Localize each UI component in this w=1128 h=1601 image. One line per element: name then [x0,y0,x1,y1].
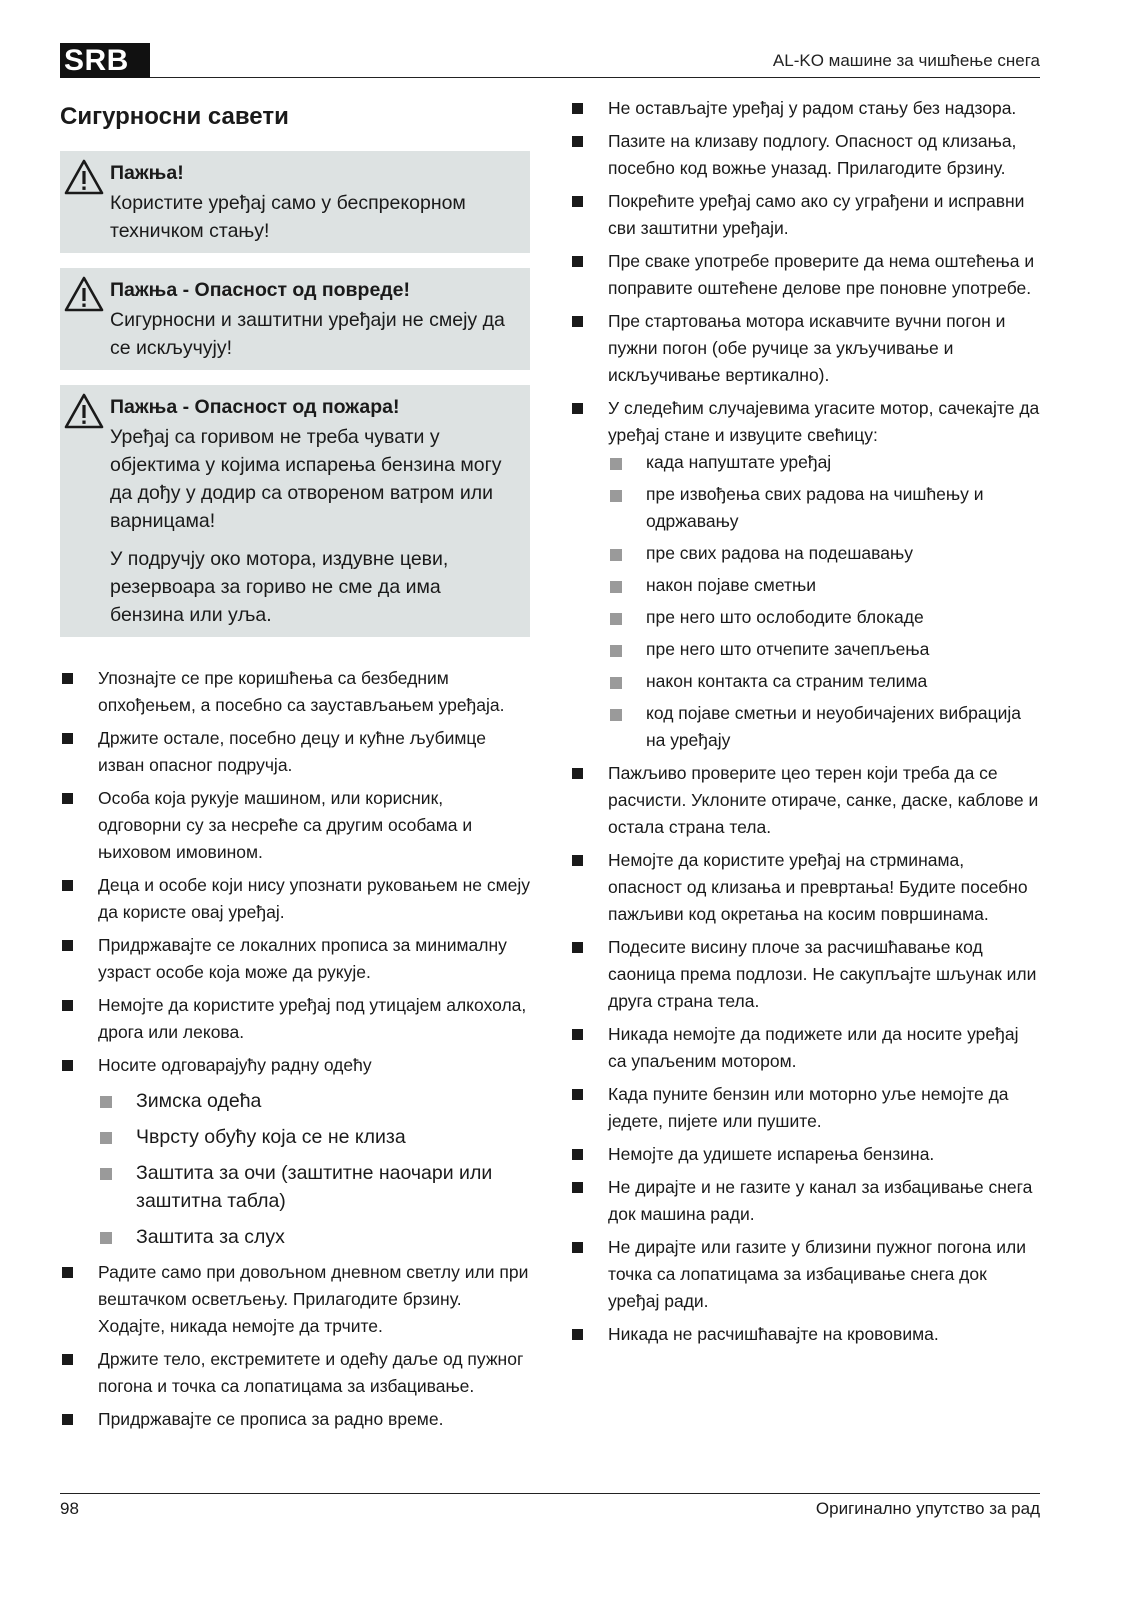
list-item [570,1081,1040,1135]
page-footer [60,1493,1040,1523]
list-item-text: Држите остале, посебно децу и кућне љубимце изван опасног подручја. [98,728,486,775]
square-bullet-icon [572,103,583,114]
list-item [570,934,1040,1015]
sub-list-item-text: пре извођења свих радова на чишћењу и одржавању [646,484,984,531]
grey-square-bullet-icon [100,1168,112,1180]
grey-square-bullet-icon [610,490,622,502]
warning-box [60,268,530,370]
list-item [60,785,530,866]
sub-list-item [608,636,1040,663]
list-item-text: Придржавајте се прописа за радно време. [98,1409,444,1429]
square-bullet-icon [62,1060,73,1071]
list-item [570,248,1040,302]
list-item [570,1021,1040,1075]
list-item [570,760,1040,841]
sub-list-item [98,1123,530,1151]
sub-list-item [608,700,1040,754]
list-item [60,992,530,1046]
list-item [60,1406,530,1433]
grey-square-bullet-icon [610,645,622,657]
sub-list-item [608,604,1040,631]
list-item [60,1346,530,1400]
square-bullet-icon [62,880,73,891]
sub-list-item-text: Заштита за очи (заштитне наочари или заштитна табла) [136,1162,493,1212]
list-item [60,725,530,779]
list-item [60,665,530,719]
sub-list-item-text: пре него што отчепите зачепљења [646,639,930,659]
sub-list-item-text: пре него што ослободите блокаде [646,607,924,627]
sub-list-item-text: Чврсту обућу која се не клиза [136,1126,406,1148]
warning-box [60,385,530,637]
list-item-text: Особа која рукује машином, или корисник, одговорни су за несреће са другим особама и њиховом имовином. [98,788,473,862]
square-bullet-icon [62,673,73,684]
warning-text: У подручју око мотора, издувне цеви, резервоара за гориво не сме да има бензина или уља. [110,548,449,626]
list-item [60,1052,530,1251]
right-column [570,95,1040,1354]
square-bullet-icon [572,1149,583,1160]
grey-square-bullet-icon [100,1232,112,1244]
sub-list [98,1087,530,1251]
list-item-text: Држите тело, екстремитете и одећу даље од пужног погона и точка са лопатицама за избацивање. [98,1349,524,1396]
page-number: 98 [60,1499,79,1518]
square-bullet-icon [572,768,583,779]
square-bullet-icon [572,196,583,207]
sub-list-item-text: након појаве сметњи [646,575,816,595]
warning-triangle-icon [64,393,104,429]
section-title: Сигурносни савети [60,103,289,130]
grey-square-bullet-icon [610,458,622,470]
list-item-text: Деца и особе који нису упознати руковањем не смеју да користе овај уређај. [98,875,530,922]
sub-list-item-text: пре свих радова на подешавању [646,543,913,563]
list-item-text: Носите одговарајућу радну одећу [98,1055,372,1075]
list-item [60,932,530,986]
square-bullet-icon [572,942,583,953]
warning-title: Пажња - Опасност од повреде! [110,279,411,301]
list-item [570,395,1040,754]
grey-square-bullet-icon [100,1096,112,1108]
header-divider [150,77,1040,78]
list-item-text: Покрећите уређај само ако су уграђени и исправни сви заштитни уређаји. [608,191,1025,238]
list-item-text: Пазите на клизаву подлогу. Опасност од клизања, посебно код вожње уназад. Прилагодите брзину. [608,131,1017,178]
header-title: AL-KO машине за чишћење снега [772,51,1040,70]
list-item-text: Не дирајте и не газите у канал за избацивање снега док машина ради. [608,1177,1033,1224]
list-item-text: Придржавајте се локалних прописа за минималну узраст особе која може да рукује. [98,935,507,982]
list-item-text: Пре стартовања мотора искавчите вучни погон и пужни погон (обе ручице за укључивање и искључивање вертикално). [608,311,1006,385]
page-header [60,43,1040,78]
warning-title: Пажња! [110,162,184,184]
list-item [570,188,1040,242]
square-bullet-icon [572,1029,583,1040]
square-bullet-icon [62,733,73,744]
list-item [570,1234,1040,1315]
list-item-text: Упознајте се пре коришћења са безбедним опхођењем, а посебно са заустављањем уређаја. [98,668,505,715]
warning-boxes [60,151,530,637]
sub-list-item [608,572,1040,599]
footer-divider [60,1493,1040,1494]
square-bullet-icon [572,1242,583,1253]
list-item [570,847,1040,928]
warning-triangle-icon [64,276,104,312]
sub-list-item [98,1159,530,1215]
list-item-text: Немојте да удишете испарења бензина. [608,1144,935,1164]
sub-list-item [608,668,1040,695]
list-item [570,1321,1040,1348]
sub-list-item-text: Заштита за слух [136,1226,285,1248]
list-item-text: Не дирајте или газите у близини пужног погона или точка са лопатицама за избацивање снега док уређај ради. [608,1237,1027,1311]
list-item [570,1174,1040,1228]
list-item-text: Никада немојте да подижете или да носите уређај са упаљеним мотором. [608,1024,1019,1071]
left-safety-list [60,665,530,1433]
list-item [60,1259,530,1340]
warning-triangle-icon [64,159,104,195]
square-bullet-icon [572,855,583,866]
square-bullet-icon [572,316,583,327]
sub-list-item [608,540,1040,567]
warning-box [60,151,530,253]
grey-square-bullet-icon [610,613,622,625]
sub-list-item-text: када напуштате уређај [646,452,832,472]
list-item-text: Не остављајте уређај у радом стању без надзора. [608,98,1017,118]
square-bullet-icon [62,940,73,951]
square-bullet-icon [62,793,73,804]
sub-list-item [608,481,1040,535]
list-item-text: Немојте да користите уређај под утицајем алкохола, дрога или лекова. [98,995,527,1042]
sub-list-item-text: након контакта са страним телима [646,671,928,691]
list-item [60,872,530,926]
list-item [570,95,1040,122]
grey-square-bullet-icon [100,1132,112,1144]
list-item-text: Немојте да користите уређај на стрминама, опасност од клизања и превртања! Будите посебно пажљиви код окретања на косим површинама. [608,850,1028,924]
square-bullet-icon [572,403,583,414]
list-item [570,1141,1040,1168]
list-item-text: Никада не расчишћавајте на крововима. [608,1324,939,1344]
language-badge: SRB [60,43,150,78]
footer-title: Оригинално упутство за рад [815,1499,1040,1518]
left-column [60,95,530,1439]
square-bullet-icon [572,256,583,267]
sub-list-item [98,1087,530,1115]
grey-square-bullet-icon [610,677,622,689]
list-item-text: Подесите висину плоче за расчишћавање код саоница према подлози. Не сакупљајте шљунак или друга страна тела. [608,937,1037,1011]
list-item-text: Када пуните бензин или моторно уље немојте да једете, пијете или пушите. [608,1084,1009,1131]
square-bullet-icon [572,136,583,147]
square-bullet-icon [572,1329,583,1340]
square-bullet-icon [62,1267,73,1278]
square-bullet-icon [62,1354,73,1365]
warning-title: Пажња - Опасност од пожара! [110,396,400,418]
warning-text: Користите уређај само у беспрекорном техничком стању! [110,192,466,242]
list-item-text: Пажљиво проверите цео терен који треба да се расчисти. Уклоните отираче, санке, даске, каблове и остала страна тела. [608,763,1039,837]
warning-text: Уређај са горивом не треба чувати у објектима у којима испарења бензина могу да дођу у додир са отвореном ватром или варницама! [110,426,502,532]
square-bullet-icon [572,1089,583,1100]
grey-square-bullet-icon [610,549,622,561]
grey-square-bullet-icon [610,581,622,593]
list-item-text: Радите само при довољном дневном светлу или при вештачком осветљењу. Прилагодите брзину. Ходајте, никада немојте да трчите. [98,1262,529,1336]
warning-text: Сигурносни и заштитни уређаји не смеју да се искључују! [110,309,505,359]
grey-square-bullet-icon [610,709,622,721]
list-item [570,308,1040,389]
sub-list-item-text: код појаве сметњи и неуобичајених вибрација на уређају [646,703,1022,750]
square-bullet-icon [572,1182,583,1193]
square-bullet-icon [62,1000,73,1011]
sub-list-item-text: Зимска одећа [136,1090,262,1112]
square-bullet-icon [62,1414,73,1425]
list-item [570,128,1040,182]
sub-list-item [98,1223,530,1251]
sub-list [608,449,1040,754]
list-item-text: Пре сваке употребе проверите да нема оштећења и поправите оштећене делове пре поновне употребе. [608,251,1035,298]
sub-list-item [608,449,1040,476]
list-item-text: У следећим случајевима угасите мотор, сачекајте да уређај стане и извуците свећицу: [608,398,1040,445]
